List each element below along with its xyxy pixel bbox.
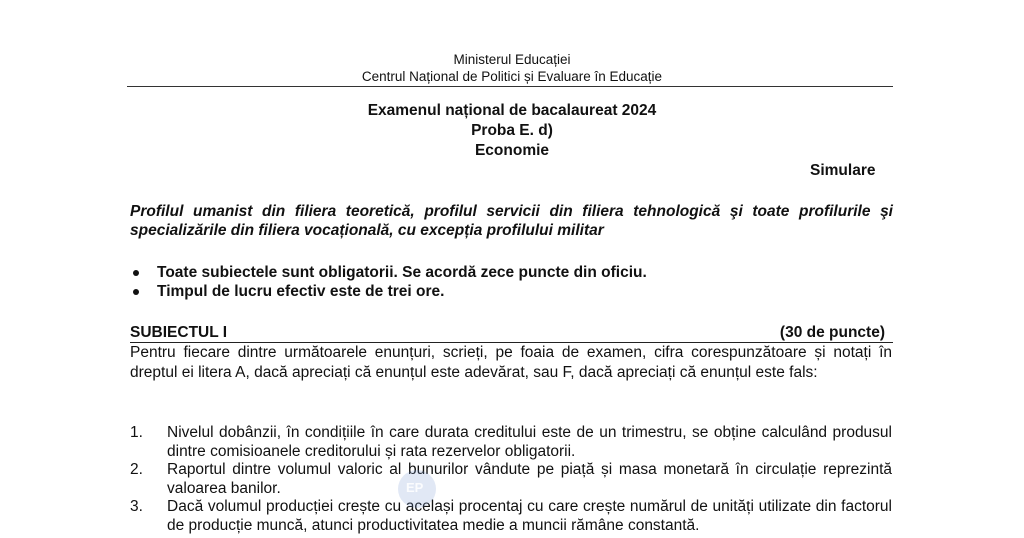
subject-points: (30 de puncte) (779, 324, 885, 341)
header-center: Centrul Național de Politici și Evaluare în Educație (361, 69, 663, 84)
question-item (130, 498, 892, 535)
rules-list (130, 263, 893, 301)
watermark-label: EP (406, 480, 424, 495)
rule-item (130, 282, 893, 301)
exam-title: Examenul național de bacalaureat 2024 (367, 102, 657, 119)
header-ministry: Ministerul Educației (453, 52, 571, 67)
rule-item (130, 263, 893, 282)
subject-instruction: Pentru fiecare dintre următoarele enunțuri, scrieți, pe foaia de examen, cifra corespunzătoare și notați în dreptul ei litera A, dacă apreciați că enunțul este adevărat, sau F, dacă apreciați că enunțul este fals: (130, 344, 892, 381)
exam-proba: Proba E. d) (471, 122, 553, 139)
rule-text: Timpul de lucru efectiv este de trei ore. (157, 283, 445, 300)
exam-subject: Economie (474, 142, 550, 159)
question-item (130, 424, 892, 461)
question-number: 2. (130, 461, 143, 478)
question-text: Raportul dintre volumul valoric al bunurilor vândute pe piață și masa monetară în circulație reprezintă valoarea banilor. (167, 461, 892, 497)
question-number: 3. (130, 498, 143, 515)
subject-title: SUBIECTUL I (130, 324, 228, 341)
bullet-icon (133, 289, 139, 295)
question-text: Dacă volumul producției crește cu același procentaj cu care crește numărul de unități utilizate din factorul de producție muncă, atunci productivitatea medie a muncii rămâne constantă. (167, 498, 892, 534)
question-list (130, 424, 892, 535)
header-divider (127, 86, 893, 87)
exam-variant: Simulare (810, 162, 876, 179)
rule-text: Toate subiectele sunt obligatorii. Se acordă zece puncte din oficiu. (157, 264, 647, 281)
question-text: Nivelul dobânzii, în condițiile în care durata creditului este de un trimestru, se obține calculând produsul dintre comisioanele creditorului și rata rezervelor obligatorii. (167, 424, 892, 460)
question-item (130, 461, 892, 498)
bullet-icon (133, 270, 139, 276)
subject-header (130, 323, 893, 343)
profile-description: Profilul umanist din filiera teoretică, profilul servicii din filiera tehnologică şi toate profilurile şi specializările din filiera vocațională, cu excepția profilului militar (130, 203, 893, 239)
question-number: 1. (130, 424, 143, 441)
